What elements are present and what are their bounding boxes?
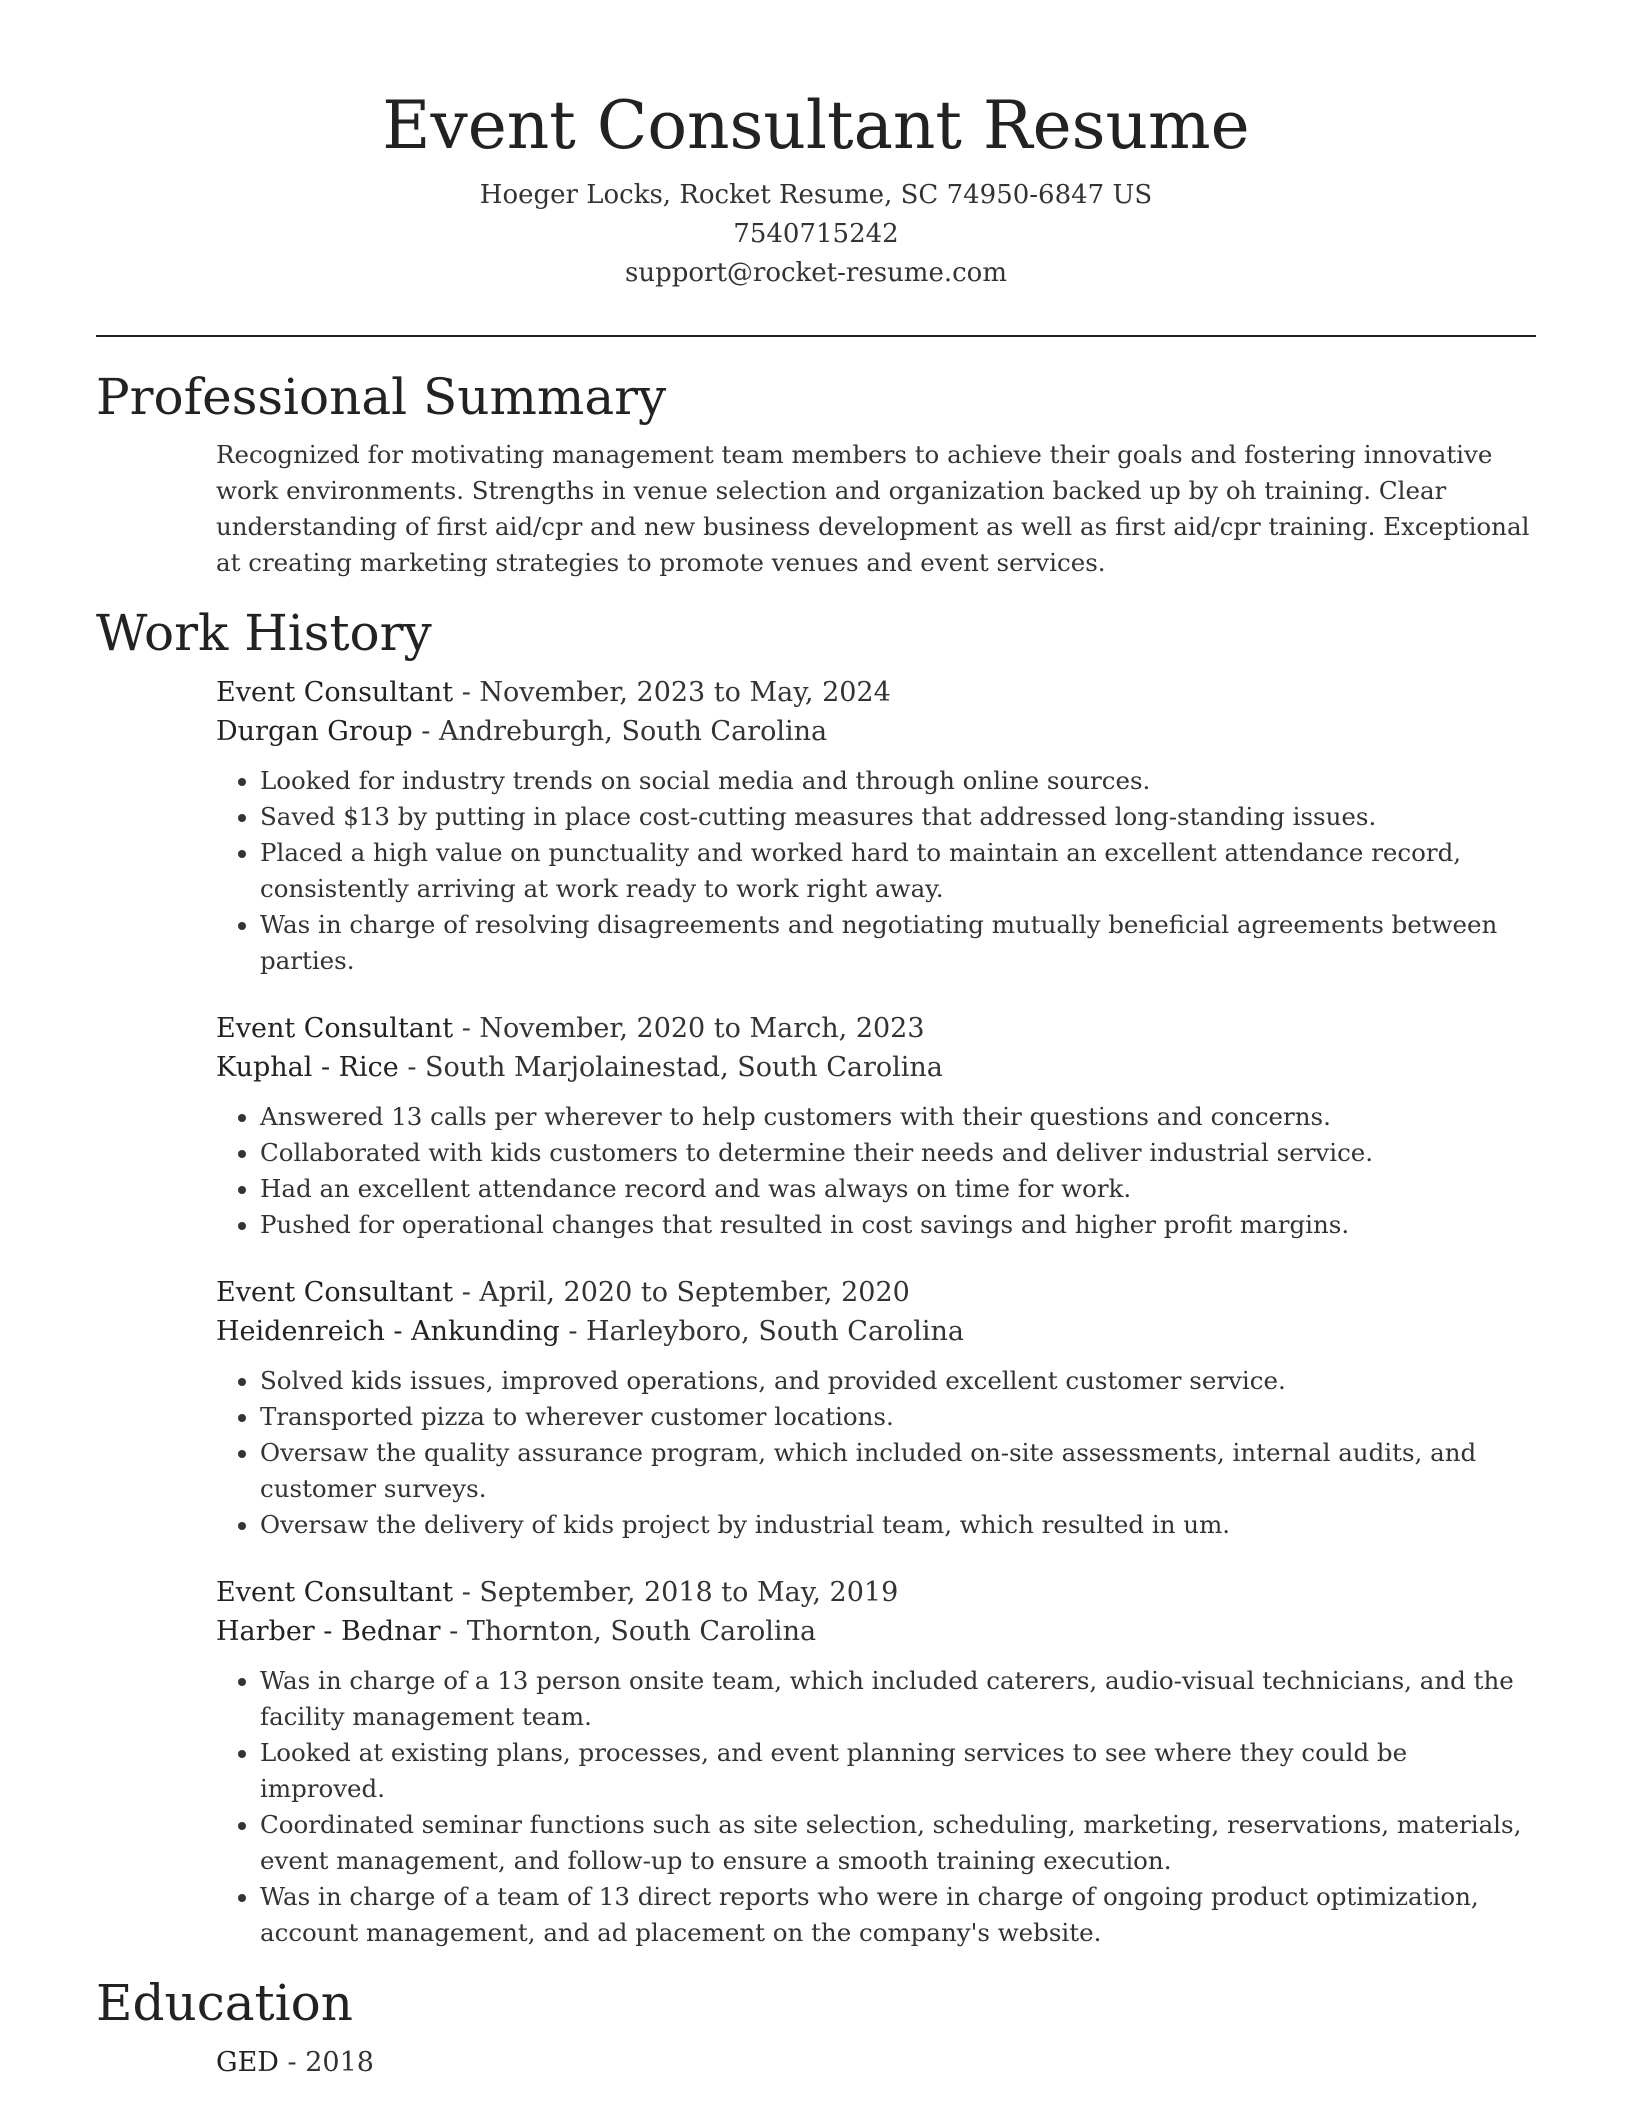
education-degree: GED [216, 2047, 279, 2078]
job-company: Heidenreich - Ankunding [216, 1316, 560, 1347]
job-bullet: • Looked for industry trends on social media and through online sources. [260, 763, 1536, 799]
job-title-line [216, 673, 1536, 712]
job-title: Event Consultant [216, 1013, 454, 1044]
job-bullet: • Solved kids issues, improved operations, and provided excellent customer service. [260, 1363, 1536, 1399]
job-bullets [216, 1363, 1536, 1543]
summary-section [96, 365, 1536, 581]
job-company-line [216, 1048, 1536, 1087]
job-title: Event Consultant [216, 1277, 454, 1308]
education-content [216, 2043, 1536, 2082]
job-company: Kuphal - Rice [216, 1052, 399, 1083]
contact-address: Hoeger Locks, Rocket Resume, SC 74950-6847 US [479, 180, 1153, 210]
job-company-line [216, 1312, 1536, 1351]
job-bullet: • Was in charge of a team of 13 direct reports who were in charge of ongoing product optimization, account management, and ad placement on the company's website. [260, 1879, 1536, 1951]
job-company-line [216, 1612, 1536, 1651]
job-dates: - September, 2018 to May, 2019 [453, 1577, 899, 1608]
job-bullet: • Was in charge of resolving disagreements and negotiating mutually beneficial agreements between parties. [260, 907, 1536, 979]
job-bullet: • Transported pizza to wherever customer locations. [260, 1399, 1536, 1435]
header-divider [96, 335, 1536, 337]
job-location: - Thornton, South Carolina [440, 1616, 817, 1647]
summary-text: Recognized for motivating management team members to achieve their goals and fostering innovative work environments. Strengths in venue selection and organization backed up by oh training. Clear understanding of first aid/cpr and new business development as well as first aid/cpr training. Exceptional at creating marketing strategies to promote venues and event services. [216, 440, 1530, 577]
job-dates: - November, 2020 to March, 2023 [453, 1013, 925, 1044]
work-history-content [216, 673, 1536, 1951]
work-history-heading: Work History [96, 604, 432, 662]
education-year: - 2018 [278, 2047, 374, 2078]
page-title: Event Consultant Resume [382, 87, 1250, 164]
resume-header [96, 0, 1536, 293]
job-bullet: • Had an excellent attendance record and was always on time for work. [260, 1171, 1536, 1207]
job-bullet: • Looked at existing plans, processes, and event planning services to see where they could be improved. [260, 1735, 1536, 1807]
job-dates: - April, 2020 to September, 2020 [453, 1277, 910, 1308]
education-heading: Education [96, 1974, 353, 2032]
job-title-line [216, 1009, 1536, 1048]
job-bullet: • Placed a high value on punctuality and worked hard to maintain an excellent attendance record, consistently arriving at work ready to work right away. [260, 835, 1536, 907]
job-bullets [216, 1663, 1536, 1951]
job-title-line [216, 1573, 1536, 1612]
resume-page [96, 0, 1536, 2082]
contact-email: support@rocket-resume.com [624, 258, 1007, 288]
job-bullet: • Oversaw the delivery of kids project by industrial team, which resulted in um. [260, 1507, 1536, 1543]
education-line [216, 2043, 1536, 2082]
job-bullet: • Coordinated seminar functions such as site selection, scheduling, marketing, reservations, materials, event management, and follow-up to ensure a smooth training execution. [260, 1807, 1536, 1879]
job-bullet: • Oversaw the quality assurance program, which included on-site assessments, internal audits, and customer surveys. [260, 1435, 1536, 1507]
job-title: Event Consultant [216, 677, 454, 708]
job-bullet: • Pushed for operational changes that resulted in cost savings and higher profit margins. [260, 1207, 1536, 1243]
job-location: - South Marjolainestad, South Carolina [398, 1052, 943, 1083]
job-entry [216, 1009, 1536, 1243]
job-entry [216, 1273, 1536, 1543]
job-entry [216, 673, 1536, 979]
job-bullet: • Was in charge of a 13 person onsite team, which included caterers, audio-visual technicians, and the facility management team. [260, 1663, 1536, 1735]
education-section [96, 1971, 1536, 2082]
job-bullet: • Saved $13 by putting in place cost-cutting measures that addressed long-standing issues. [260, 799, 1536, 835]
job-company: Durgan Group [216, 716, 413, 747]
job-location: - Andreburgh, South Carolina [412, 716, 828, 747]
job-bullet: • Answered 13 calls per wherever to help customers with their questions and concerns. [260, 1099, 1536, 1135]
job-company: Harber - Bednar [216, 1616, 441, 1647]
job-bullet: • Collaborated with kids customers to determine their needs and deliver industrial service. [260, 1135, 1536, 1171]
job-title: Event Consultant [216, 1577, 454, 1608]
summary-content [216, 437, 1536, 581]
job-bullets [216, 763, 1536, 979]
job-dates: - November, 2023 to May, 2024 [453, 677, 891, 708]
work-history-section [96, 601, 1536, 1951]
job-company-line [216, 712, 1536, 751]
contact-phone: 7540715242 [733, 219, 899, 249]
job-location: - Harleyboro, South Carolina [559, 1316, 964, 1347]
contact-block [96, 176, 1536, 293]
job-title-line [216, 1273, 1536, 1312]
job-bullets [216, 1099, 1536, 1243]
summary-heading: Professional Summary [96, 368, 667, 426]
job-entry [216, 1573, 1536, 1951]
